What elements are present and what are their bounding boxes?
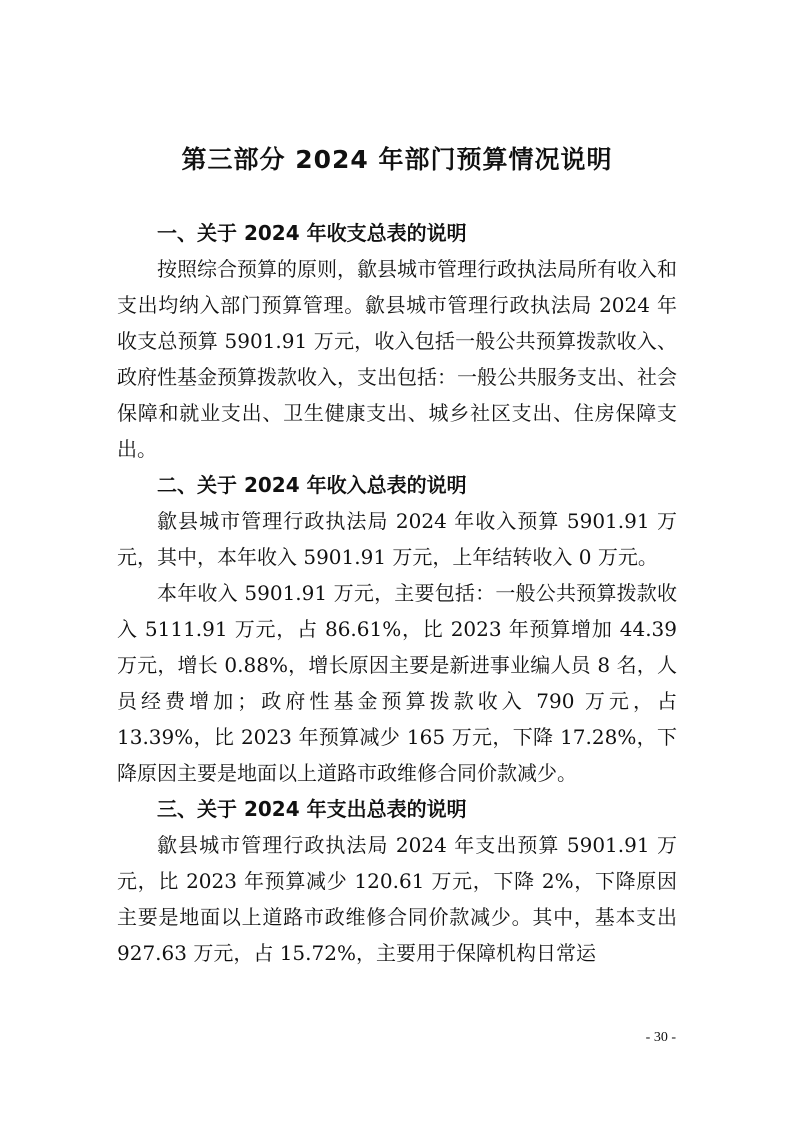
- page-title: 第三部分 2024 年部门预算情况说明: [181, 145, 613, 174]
- section-heading-3: 三、关于 2024 年支出总表的说明: [157, 797, 467, 821]
- section-2-paragraph-2: 本年收入 5901.91 万元，主要包括：一般公共预算拨款收入 5111.91 万元，占 86.61%，比 2023 年预算增加 44.39 万元，增长 0.88%，增长原因主要是新进事业编人员 8 名，人员经费增加；政府性基金预算拨款收入 790 万元，占 13.39%，比 2023 年预算减少 165 万元，下降 17.28%，下降原因主要是地面以上道路市政维修合同价款减少。: [117, 581, 677, 785]
- page-number: - 30 -: [645, 1030, 676, 1045]
- section-heading-2: 二、关于 2024 年收入总表的说明: [157, 473, 467, 497]
- section-1-paragraph-1: 按照综合预算的原则，歙县城市管理行政执法局所有收入和支出均纳入部门预算管理。歙县城市管理行政执法局 2024 年收支总预算 5901.91 万元，收入包括一般公共预算拨款收入、政府性基金预算拨款收入，支出包括：一般公共服务支出、社会保障和就业支出、卫生健康支出、城乡社区支出、住房保障支出。: [117, 257, 677, 461]
- section-2-paragraph-1: 歙县城市管理行政执法局 2024 年收入预算 5901.91 万元，其中，本年收入 5901.91 万元，上年结转收入 0 万元。: [117, 509, 677, 569]
- section-3-paragraph-1: 歙县城市管理行政执法局 2024 年支出预算 5901.91 万元，比 2023 年预算减少 120.61 万元，下降 2%，下降原因主要是地面以上道路市政维修合同价款减少。其中，基本支出 927.63 万元，占 15.72%，主要用于保障机构日常运: [117, 833, 677, 965]
- section-heading-1: 一、关于 2024 年收支总表的说明: [157, 221, 467, 245]
- document-body: [117, 215, 677, 971]
